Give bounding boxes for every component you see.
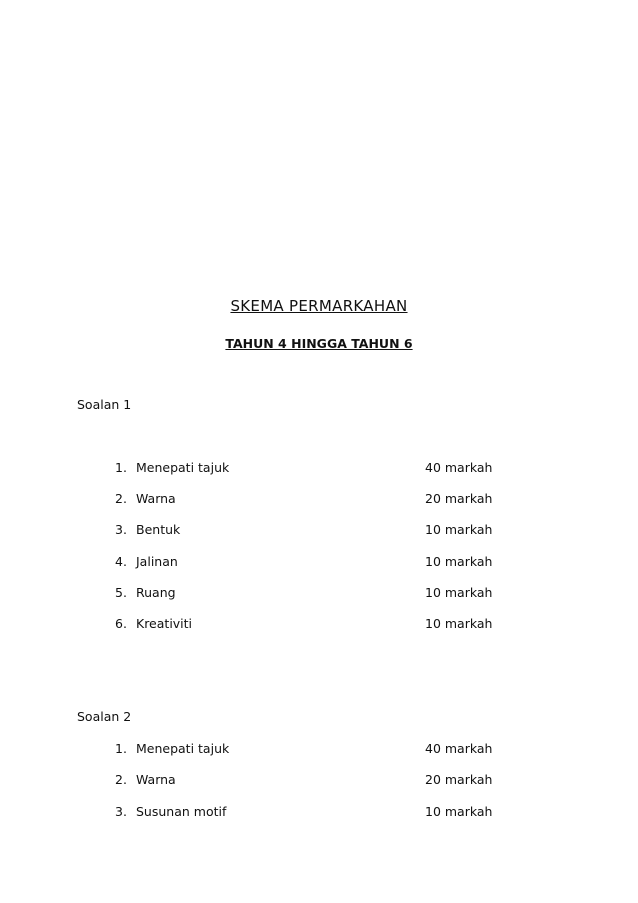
- document-title: SKEMA PERMARKAHAN: [230, 297, 408, 315]
- item-marks: 10 markah: [425, 585, 493, 600]
- item-marks: 10 markah: [425, 522, 493, 537]
- item-criterion: Menepati tajuk: [136, 741, 230, 756]
- item-number: 4.: [115, 554, 127, 569]
- item-criterion: Ruang: [136, 585, 176, 600]
- item-number: 2.: [115, 491, 127, 506]
- item-marks: 10 markah: [425, 804, 493, 819]
- item-marks: 10 markah: [425, 616, 493, 631]
- item-criterion: Kreativiti: [136, 616, 193, 631]
- item-number: 6.: [115, 616, 127, 631]
- list-item: [0, 804, 638, 822]
- item-marks: 20 markah: [425, 772, 493, 787]
- list-item: [0, 491, 638, 509]
- item-number: 1.: [115, 460, 127, 475]
- item-number: 3.: [115, 804, 127, 819]
- item-marks: 40 markah: [425, 460, 493, 475]
- item-number: 1.: [115, 741, 127, 756]
- list-item: [0, 460, 638, 478]
- item-criterion: Menepati tajuk: [136, 460, 230, 475]
- list-item: [0, 772, 638, 790]
- item-number: 5.: [115, 585, 127, 600]
- list-item: [0, 554, 638, 572]
- item-criterion: Warna: [136, 772, 176, 787]
- section-label-soalan-1: Soalan 1: [77, 397, 132, 412]
- item-criterion: Bentuk: [136, 522, 181, 537]
- list-item: [0, 522, 638, 540]
- item-number: 2.: [115, 772, 127, 787]
- section-label-soalan-2: Soalan 2: [77, 709, 132, 724]
- item-marks: 10 markah: [425, 554, 493, 569]
- item-criterion: Susunan motif: [136, 804, 227, 819]
- list-item: [0, 585, 638, 603]
- item-marks: 20 markah: [425, 491, 493, 506]
- document-subtitle: TAHUN 4 HINGGA TAHUN 6: [225, 336, 413, 351]
- list-item: [0, 741, 638, 759]
- item-criterion: Warna: [136, 491, 176, 506]
- item-number: 3.: [115, 522, 127, 537]
- list-item: [0, 616, 638, 634]
- item-marks: 40 markah: [425, 741, 493, 756]
- item-criterion: Jalinan: [136, 554, 178, 569]
